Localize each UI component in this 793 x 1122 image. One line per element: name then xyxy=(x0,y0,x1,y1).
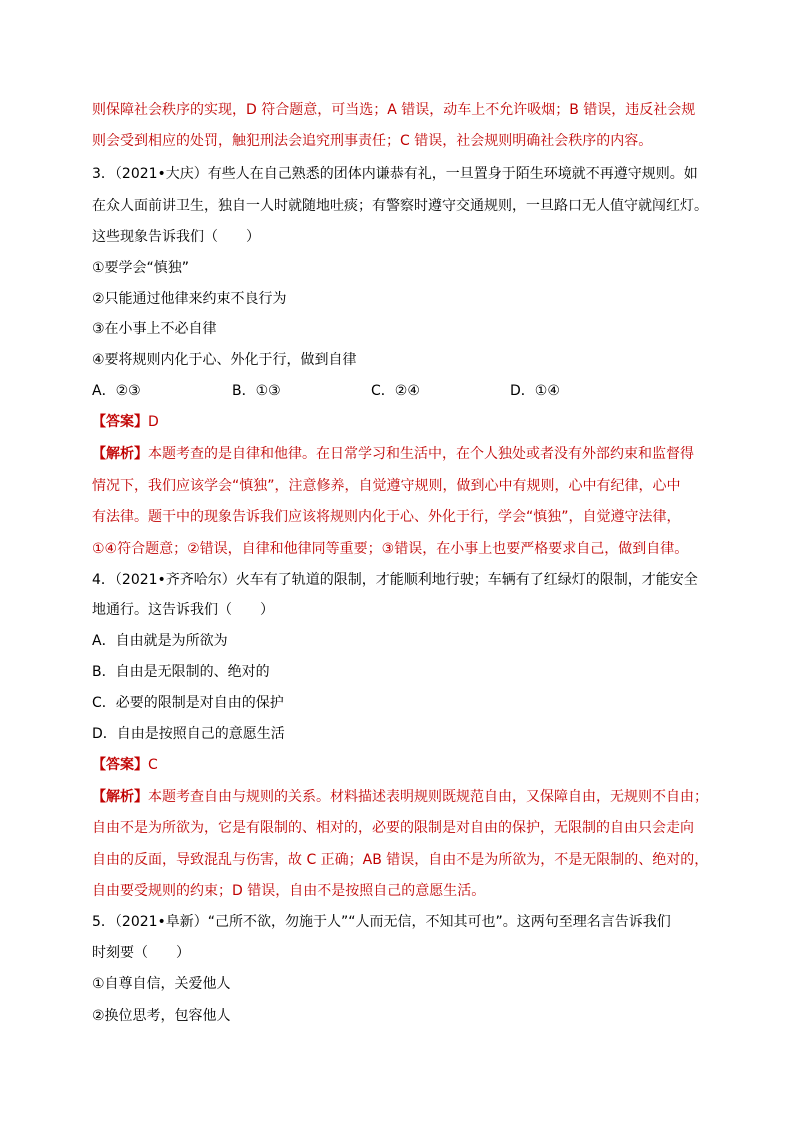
q5-stem-line-2: 时刻要（ ） xyxy=(92,945,190,961)
q3-item-4: ④要将规则内化于心、外化于行，做到自律 xyxy=(92,352,357,368)
q4-stem-line-1: 4．（2021•齐齐哈尔）火车有了轨道的限制，才能顺利地行驶；车辆有了红绿灯的限制，才能安全 xyxy=(92,572,698,588)
explanation-continued-line-1: 则保障社会秩序的实现，D 符合题意，可当选；A 错误，动车上不允许吸烟；B 错误，违反社会规 xyxy=(92,102,696,118)
q4-stem-line-2: 地通行。这告诉我们（ ） xyxy=(92,602,274,618)
q3-explanation-line-1 xyxy=(92,444,694,464)
q4-explanation-line-4: 自由要受规则的约束；D 错误，自由不是按照自己的意愿生活。 xyxy=(92,883,486,899)
q4-option-a: A．自由就是为所欲为 xyxy=(92,633,228,649)
q3-stem-line-1: 3．（2021•大庆）有些人在自己熟悉的团体内谦恭有礼，一旦置身于陌生环境就不再遵守规则。如 xyxy=(92,166,698,182)
q3-explanation-line-3: 有法律。题干中的现象告诉我们应该将规则内化于心、外化于行，学会“慎独”，自觉遵守法律， xyxy=(92,509,681,525)
explanation-continued-line-2: 则会受到相应的处罚，触犯刑法会追究刑事责任；C 错误，社会规则明确社会秩序的内容。 xyxy=(92,133,653,149)
q3-option-c: C．②④ xyxy=(371,383,420,399)
q3-explanation-line-2: 情况下，我们应该学会“慎独”，注意修养，自觉遵守规则，做到心中有规则，心中有纪律，心中 xyxy=(92,478,681,494)
q4-explanation-line-1 xyxy=(92,787,708,807)
q3-explanation-line-4: ①④符合题意；②错误，自律和他律同等重要；③错误，在小事上也要严格要求自己，做到自律。 xyxy=(92,541,689,557)
q4-explanation-label: 【解析】 xyxy=(92,789,148,805)
q4-option-d: D．自由是按照自己的意愿生活 xyxy=(92,726,285,742)
q3-stem-line-2: 在众人面前讲卫生，独自一人时就随地吐痰；有警察时遵守交通规则，一旦路口无人值守就闯红灯。 xyxy=(92,198,708,214)
q4-explanation-text-1: 本题考查自由与规则的关系。材料描述表明规则既规范自由，又保障自由，无规则不自由； xyxy=(148,789,708,805)
q3-answer-label: 【答案】 xyxy=(92,414,148,430)
q3-option-d: D．①④ xyxy=(510,383,560,399)
q3-answer-value: D xyxy=(148,414,159,430)
q3-stem-line-3: 这些现象告诉我们（ ） xyxy=(92,229,260,245)
q5-item-2: ②换位思考，包容他人 xyxy=(92,1008,231,1024)
q4-explanation-line-3: 自由的反面，导致混乱与伤害，故 C 正确；AB 错误，自由不是为所欲为，不是无限制的、绝对的， xyxy=(92,852,709,868)
q3-option-a: A．②③ xyxy=(92,383,141,399)
q4-answer-label: 【答案】 xyxy=(92,757,148,773)
q3-explanation-text-1: 本题考查的是自律和他律。在日常学习和生活中，在个人独处或者没有外部约束和监督得 xyxy=(148,446,694,462)
q3-answer xyxy=(92,412,159,432)
q3-option-b: B．①③ xyxy=(232,383,281,399)
q5-stem-line-1: 5．（2021•阜新）“己所不欲，勿施于人”“人而无信，不知其可也”。这两句至理名言告诉我们 xyxy=(92,914,671,930)
q4-answer xyxy=(92,755,158,775)
q4-option-c: C．必要的限制是对自由的保护 xyxy=(92,695,284,711)
q4-answer-value: C xyxy=(148,757,158,773)
q3-item-1: ①要学会“慎独” xyxy=(92,260,190,276)
q5-item-1: ①自尊自信，关爱他人 xyxy=(92,976,231,992)
q4-option-b: B．自由是无限制的、绝对的 xyxy=(92,664,270,680)
q4-explanation-line-2: 自由不是为所欲为，它是有限制的、相对的，必要的限制是对自由的保护，无限制的自由只会走向 xyxy=(92,820,694,836)
q3-explanation-label: 【解析】 xyxy=(92,446,148,462)
q3-item-3: ③在小事上不必自律 xyxy=(92,321,217,337)
q3-item-2: ②只能通过他律来约束不良行为 xyxy=(92,291,287,307)
